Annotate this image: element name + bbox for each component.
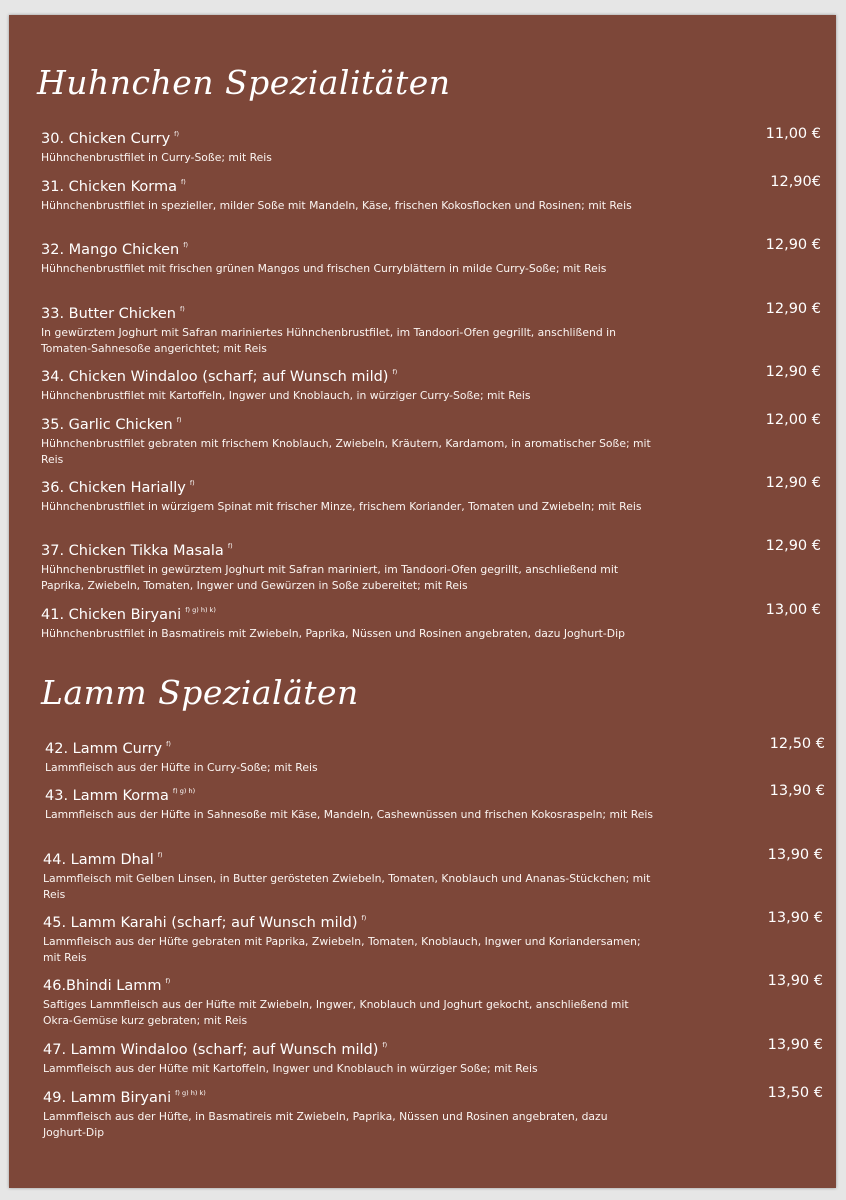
- item-description: Hühnchenbrustfilet mit Kartoffeln, Ingwer und Knoblauch, in würziger Curry-Soße; mit Reis: [41, 389, 531, 402]
- menu-item: [43, 1036, 823, 1077]
- item-description: Hühnchenbrustfilet in spezieller, milder Soße mit Mandeln, Käse, frischen Kokosflocken und Rosinen; mit Reis: [41, 199, 632, 212]
- item-allergens: f): [183, 241, 189, 249]
- item-name: 47. Lamm Windaloo (scharf; auf Wunsch mild) $^{f)}$: [43, 1041, 388, 1058]
- menu-item: [45, 735, 825, 776]
- item-name: 46.Bhindi Lamm $^{f)}$: [43, 977, 171, 994]
- menu-item: [41, 537, 821, 594]
- item-name: 36. Chicken Harially $^{f)}$: [41, 479, 195, 496]
- item-description: Lammfleisch aus der Hüfte mit Kartoffeln, Ingwer und Knoblauch in würziger Soße; mit Reis: [43, 1062, 538, 1075]
- item-name: 31. Chicken Korma $^{f)}$: [41, 178, 186, 195]
- item-description: In gewürztem Joghurt mit Safran mariniertes Hühnchenbrustfilet, im Tandoori-Ofen gegrillt, anschlißend in Tomaten-Sahnesoße angerichtet; mit Reis: [41, 326, 616, 355]
- item-allergens: f): [189, 479, 195, 487]
- item-description: Hühnchenbrustfilet in würzigem Spinat mit frischer Minze, frischem Koriander, Tomaten und Zwiebeln; mit Reis: [41, 500, 642, 513]
- item-name: 44. Lamm Dhal $^{f)}$: [43, 851, 163, 868]
- item-price: 12,90 €: [765, 538, 821, 554]
- item-allergens: f): [227, 542, 233, 550]
- item-name: 49. Lamm Biryani $^{f) g) h) k)}$: [43, 1089, 206, 1106]
- menu-item: [41, 601, 821, 642]
- item-price: 12,90 €: [765, 475, 821, 491]
- item-price: 13,90 €: [767, 847, 823, 863]
- item-price: 12,90€: [770, 174, 821, 190]
- item-price: 12,90 €: [765, 364, 821, 380]
- menu-item: [41, 300, 821, 357]
- item-allergens: f): [165, 977, 171, 985]
- item-name: 42. Lamm Curry $^{f)}$: [45, 740, 171, 757]
- item-allergens: f): [157, 851, 163, 859]
- item-allergens: f): [176, 416, 182, 424]
- item-name: 41. Chicken Biryani $^{f) g) h) k)}$: [41, 606, 216, 623]
- item-price: 13,90 €: [767, 910, 823, 926]
- item-name: 45. Lamm Karahi (scharf; auf Wunsch mild) $^{f)}$: [43, 914, 367, 931]
- item-description: Lammfleisch aus der Hüfte in Sahnesoße mit Käse, Mandeln, Cashewnüssen und frischen Kokosraspeln; mit Reis: [45, 808, 653, 821]
- menu-page: [9, 15, 836, 1188]
- item-description: Hühnchenbrustfilet in Curry-Soße; mit Reis: [41, 151, 272, 164]
- menu-item: [43, 972, 823, 1029]
- menu-item: [41, 411, 821, 468]
- item-name: 43. Lamm Korma $^{f) g) h)}$: [45, 787, 196, 804]
- item-description: Lammfleisch mit Gelben Linsen, in Butter gerösteten Zwiebeln, Tomaten, Knoblauch und Ananas-Stückchen; mit Reis: [43, 872, 651, 901]
- item-description: Lammfleisch aus der Hüfte in Curry-Soße; mit Reis: [45, 761, 318, 774]
- item-allergens: f) g) h) k): [185, 606, 216, 614]
- item-allergens: f): [361, 914, 367, 922]
- item-allergens: f): [392, 368, 398, 376]
- menu-item: [43, 909, 823, 966]
- item-price: 13,90 €: [767, 973, 823, 989]
- item-price: 13,00 €: [765, 602, 821, 618]
- item-price: 12,00 €: [765, 412, 821, 428]
- menu-item: [41, 236, 821, 277]
- menu-item: [41, 474, 821, 515]
- item-allergens: f) g) h) k): [175, 1089, 206, 1097]
- item-price: 13,50 €: [767, 1085, 823, 1101]
- menu-item: [45, 782, 825, 823]
- item-price: 12,90 €: [765, 301, 821, 317]
- item-description: Hühnchenbrustfilet mit frischen grünen Mangos und frischen Curryblättern in milde Curry-Soße; mit Reis: [41, 262, 607, 275]
- menu-item: [41, 173, 821, 214]
- item-price: 12,90 €: [765, 237, 821, 253]
- item-name: 33. Butter Chicken $^{f)}$: [41, 305, 185, 322]
- item-description: Lammfleisch aus der Hüfte, in Basmatireis mit Zwiebeln, Paprika, Nüssen und Rosinen angebraten, dazu Joghurt-Dip: [43, 1110, 608, 1139]
- item-price: 13,90 €: [767, 1037, 823, 1053]
- item-name: 32. Mango Chicken $^{f)}$: [41, 241, 189, 258]
- menu-item: [41, 363, 821, 404]
- item-allergens: f): [174, 130, 179, 138]
- menu-item: [41, 125, 821, 166]
- item-description: Saftiges Lammfleisch aus der Hüfte mit Zwiebeln, Ingwer, Knoblauch und Joghurt gekocht, anschließend mit Okra-Gemüse kurz gebraten; mit Reis: [43, 998, 629, 1027]
- item-description: Hühnchenbrustfilet in gewürztem Joghurt mit Safran mariniert, im Tandoori-Ofen gegrillt, anschließend mit Paprika, Zwiebeln, Tomaten, Ingwer und Gewürzen in Soße zubereitet; mit Reis: [41, 563, 619, 592]
- item-price: 11,00 €: [765, 126, 821, 142]
- section-title-lamb: Lamm Spezialäten: [41, 673, 359, 712]
- menu-item: [43, 846, 823, 903]
- item-allergens: f): [180, 178, 186, 186]
- item-allergens: f): [166, 740, 171, 748]
- item-description: Hühnchenbrustfilet gebraten mit frischem Knoblauch, Zwiebeln, Kräutern, Kardamom, in aromatischer Soße; mit Reis: [41, 437, 651, 466]
- item-name: 30. Chicken Curry $^{f)}$: [41, 130, 179, 147]
- menu-item: [43, 1084, 823, 1141]
- item-allergens: f): [382, 1041, 388, 1049]
- item-allergens: f) g) h): [172, 787, 196, 795]
- section-title-chicken: Huhnchen Spezialitäten: [37, 63, 451, 102]
- item-price: 12,50 €: [769, 736, 825, 752]
- item-price: 13,90 €: [769, 783, 825, 799]
- item-name: 37. Chicken Tikka Masala $^{f)}$: [41, 542, 233, 559]
- item-description: Lammfleisch aus der Hüfte gebraten mit Paprika, Zwiebeln, Tomaten, Knoblauch, Ingwer und Koriandersamen; mit Reis: [43, 935, 641, 964]
- item-description: Hühnchenbrustfilet in Basmatireis mit Zwiebeln, Paprika, Nüssen und Rosinen angebraten, dazu Joghurt-Dip: [41, 627, 625, 640]
- item-name: 34. Chicken Windaloo (scharf; auf Wunsch mild) $^{f)}$: [41, 368, 398, 385]
- item-allergens: f): [179, 305, 185, 313]
- item-name: 35. Garlic Chicken $^{f)}$: [41, 416, 182, 433]
